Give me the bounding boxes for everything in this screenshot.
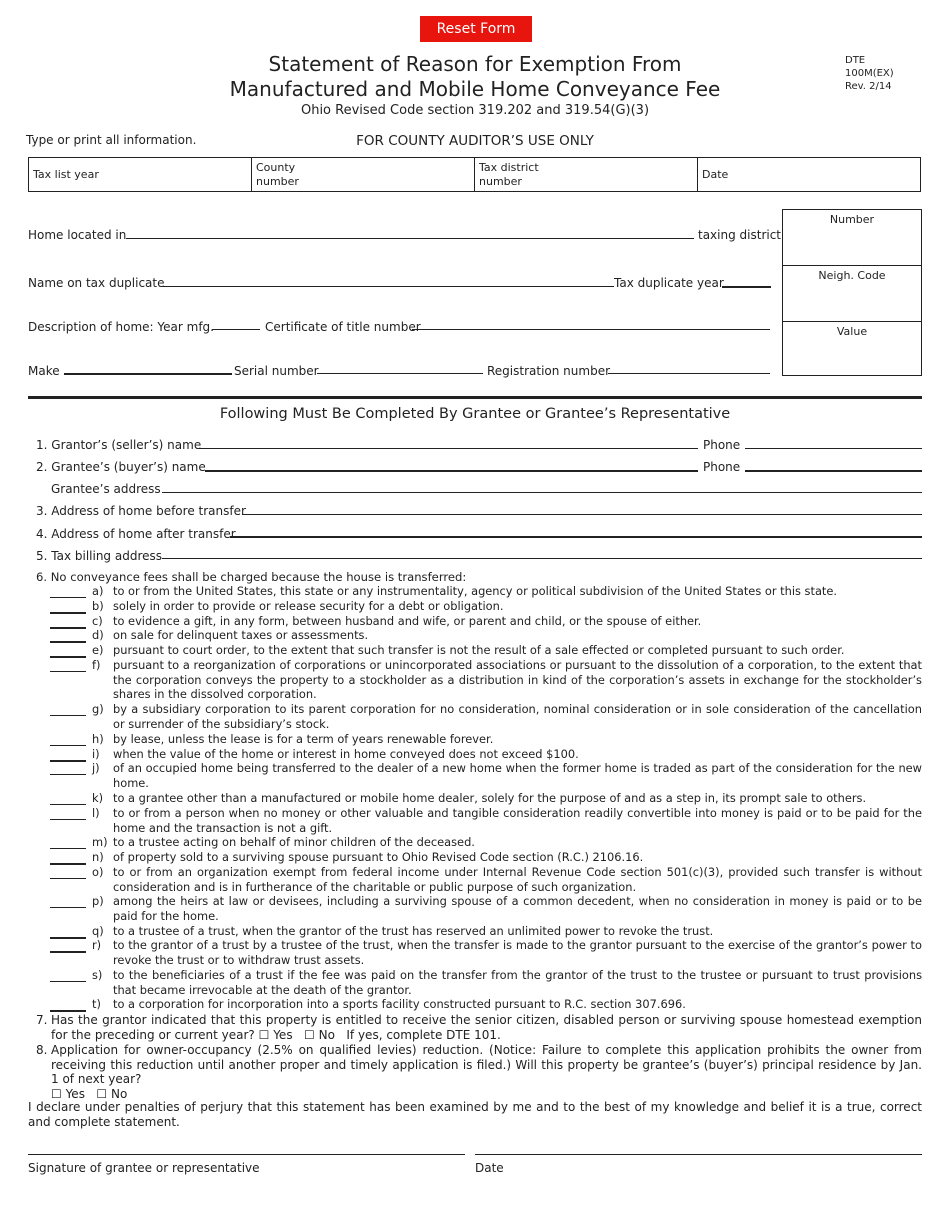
certificate-field[interactable]	[412, 329, 770, 330]
grantee-phone-label: Phone	[703, 460, 741, 474]
grantee-name-label: 2. Grantee’s (buyer’s) name	[36, 460, 206, 474]
perjury-declaration: I declare under penalties of perjury that this statement has been examined by me and to the best of my knowledge and belief it is a true, correct and complete statement.	[28, 1100, 922, 1129]
section-heading: Following Must Be Completed By Grantee or Grantee’s Representative	[219, 406, 731, 422]
taxing-district-label: taxing district	[698, 228, 782, 242]
address-before-label: 3. Address of home before transfer	[36, 504, 246, 518]
tax-billing-field[interactable]	[162, 558, 922, 559]
tax-list-year-cell[interactable]: Tax list year	[29, 158, 252, 191]
reset-form-button[interactable]: Reset Form	[420, 16, 532, 42]
duplicate-year-field[interactable]	[722, 286, 771, 288]
form-revision: Rev. 2/14	[845, 81, 892, 92]
exemption-question: 6. No conveyance fees shall be charged because the house is transferred:	[36, 570, 467, 584]
occupancy-no-checkbox[interactable]: ☐ No	[96, 1086, 128, 1101]
make-label: Make	[28, 364, 60, 378]
exemption-i-blank[interactable]	[50, 760, 86, 762]
date-cell[interactable]: Date	[702, 167, 729, 181]
registration-field[interactable]	[608, 373, 770, 374]
exemption-p-blank[interactable]	[50, 907, 86, 908]
value-field[interactable]: Value	[836, 325, 868, 338]
county-number-cell[interactable]: County number	[252, 158, 475, 191]
grantee-address-field[interactable]	[162, 492, 922, 493]
homestead-no-checkbox[interactable]: ☐ No	[304, 1027, 335, 1042]
grantor-name-field[interactable]	[199, 448, 698, 449]
signature-date-label: Date	[475, 1161, 504, 1175]
home-located-in-label: Home located in	[28, 228, 127, 242]
name-on-duplicate-label: Name on tax duplicate	[28, 276, 165, 290]
address-after-label: 4. Address of home after transfer	[36, 527, 236, 541]
exemption-c-blank[interactable]	[50, 627, 86, 629]
form-subtitle: Ohio Revised Code section 319.202 and 319.54(G)(3)	[300, 103, 650, 118]
grantor-phone-label: Phone	[703, 438, 741, 452]
grantor-name-label: 1. Grantor’s (seller’s) name	[36, 438, 202, 452]
registration-label: Registration number	[487, 364, 611, 378]
name-on-duplicate-field[interactable]	[162, 286, 614, 287]
exemption-k-blank[interactable]	[50, 804, 86, 805]
owner-occupancy-text: Application for owner-occupancy (2.5% on qualified levies) reduction. (Notice: Failure to complete this application prohibits the owner from receiving this reduction until another proper and timely application is filed.) Will this property be grantee’s (buyer’s) principal residence by Jan. 1 of next year? ☐ Yes ☐ No	[51, 1043, 922, 1101]
duplicate-year-label: Tax duplicate year	[614, 276, 724, 290]
description-year-label: Description of home: Year mfg.	[28, 320, 214, 334]
owner-occupancy-question: 8. Application for owner-occupancy (2.5% on qualified levies) reduction. (Notice: Failure to complete this application prohibits the owner from receiving this reduction until another proper and timely application is filed.) Will this property be grantee’s (buyer’s) principal residence by Jan. 1 of next year? ☐ Yes ☐ No	[36, 1043, 922, 1101]
auditor-value-box	[782, 209, 922, 376]
grantor-phone-field[interactable]	[745, 448, 922, 449]
exemption-g-blank[interactable]	[50, 715, 86, 716]
section-divider	[28, 396, 922, 399]
exemption-d-blank[interactable]	[50, 641, 86, 643]
tax-district-number-cell[interactable]: Tax district number	[475, 158, 698, 191]
exemption-t-blank[interactable]	[50, 1010, 86, 1012]
serial-field[interactable]	[317, 373, 483, 374]
auditor-use-heading: FOR COUNTY AUDITOR’S USE ONLY	[356, 133, 594, 149]
exemption-o-blank[interactable]	[50, 878, 86, 879]
signature-field[interactable]	[28, 1154, 465, 1155]
exemption-q-blank[interactable]	[50, 937, 86, 939]
signature-label: Signature of grantee or representative	[28, 1161, 260, 1175]
make-field[interactable]	[64, 373, 232, 375]
exemption-r-blank[interactable]	[50, 951, 86, 953]
form-title-line1: Statement of Reason for Exemption From	[268, 52, 682, 76]
type-print-note: Type or print all information.	[26, 133, 197, 147]
serial-label: Serial number	[234, 364, 319, 378]
tax-billing-label: 5. Tax billing address	[36, 549, 163, 563]
exemption-l-blank[interactable]	[50, 819, 86, 820]
year-mfg-field[interactable]	[212, 329, 260, 330]
exemption-e-blank[interactable]	[50, 656, 86, 658]
address-after-field[interactable]	[230, 536, 922, 538]
grantee-name-field[interactable]	[205, 470, 698, 472]
occupancy-yes-checkbox[interactable]: ☐ Yes	[51, 1086, 85, 1101]
form-number-dte: DTE	[845, 55, 866, 66]
exemption-n-blank[interactable]	[50, 863, 86, 865]
auditor-table	[28, 157, 921, 192]
signature-date-field[interactable]	[475, 1154, 922, 1155]
homestead-question-text: Has the grantor indicated that this property is entitled to receive the senior citizen, disabled person or surviving spouse homestead exemption for the preceding or current year? ☐ Yes ☐ No If yes, complete DTE 101.	[51, 1013, 922, 1042]
certificate-label: Certificate of title number	[265, 320, 421, 334]
homestead-question: 7. Has the grantor indicated that this property is entitled to receive the senior citizen, disabled person or surviving spouse homestead exemption for the preceding or current year? ☐ Yes ☐ No If yes, complete DTE 101.	[36, 1013, 922, 1042]
exemption-a-blank[interactable]	[50, 597, 86, 598]
exemption-m-blank[interactable]	[50, 848, 86, 849]
number-field[interactable]: Number	[783, 210, 921, 266]
home-located-in-field[interactable]	[126, 238, 694, 239]
exemption-f-blank[interactable]	[50, 671, 86, 672]
grantee-phone-field[interactable]	[745, 470, 922, 472]
homestead-yes-checkbox[interactable]: ☐ Yes	[258, 1027, 293, 1042]
form-number-code: 100M(EX)	[845, 68, 894, 79]
neigh-code-field[interactable]: Neigh. Code	[783, 266, 921, 322]
exemption-j-blank[interactable]	[50, 774, 86, 775]
grantee-address-label: Grantee’s address	[51, 482, 161, 496]
form-title-line2: Manufactured and Mobile Home Conveyance Fee	[229, 77, 721, 101]
address-before-field[interactable]	[242, 514, 922, 515]
exemption-b-blank[interactable]	[50, 612, 86, 614]
exemption-s-blank[interactable]	[50, 981, 86, 982]
exemption-h-blank[interactable]	[50, 745, 86, 746]
